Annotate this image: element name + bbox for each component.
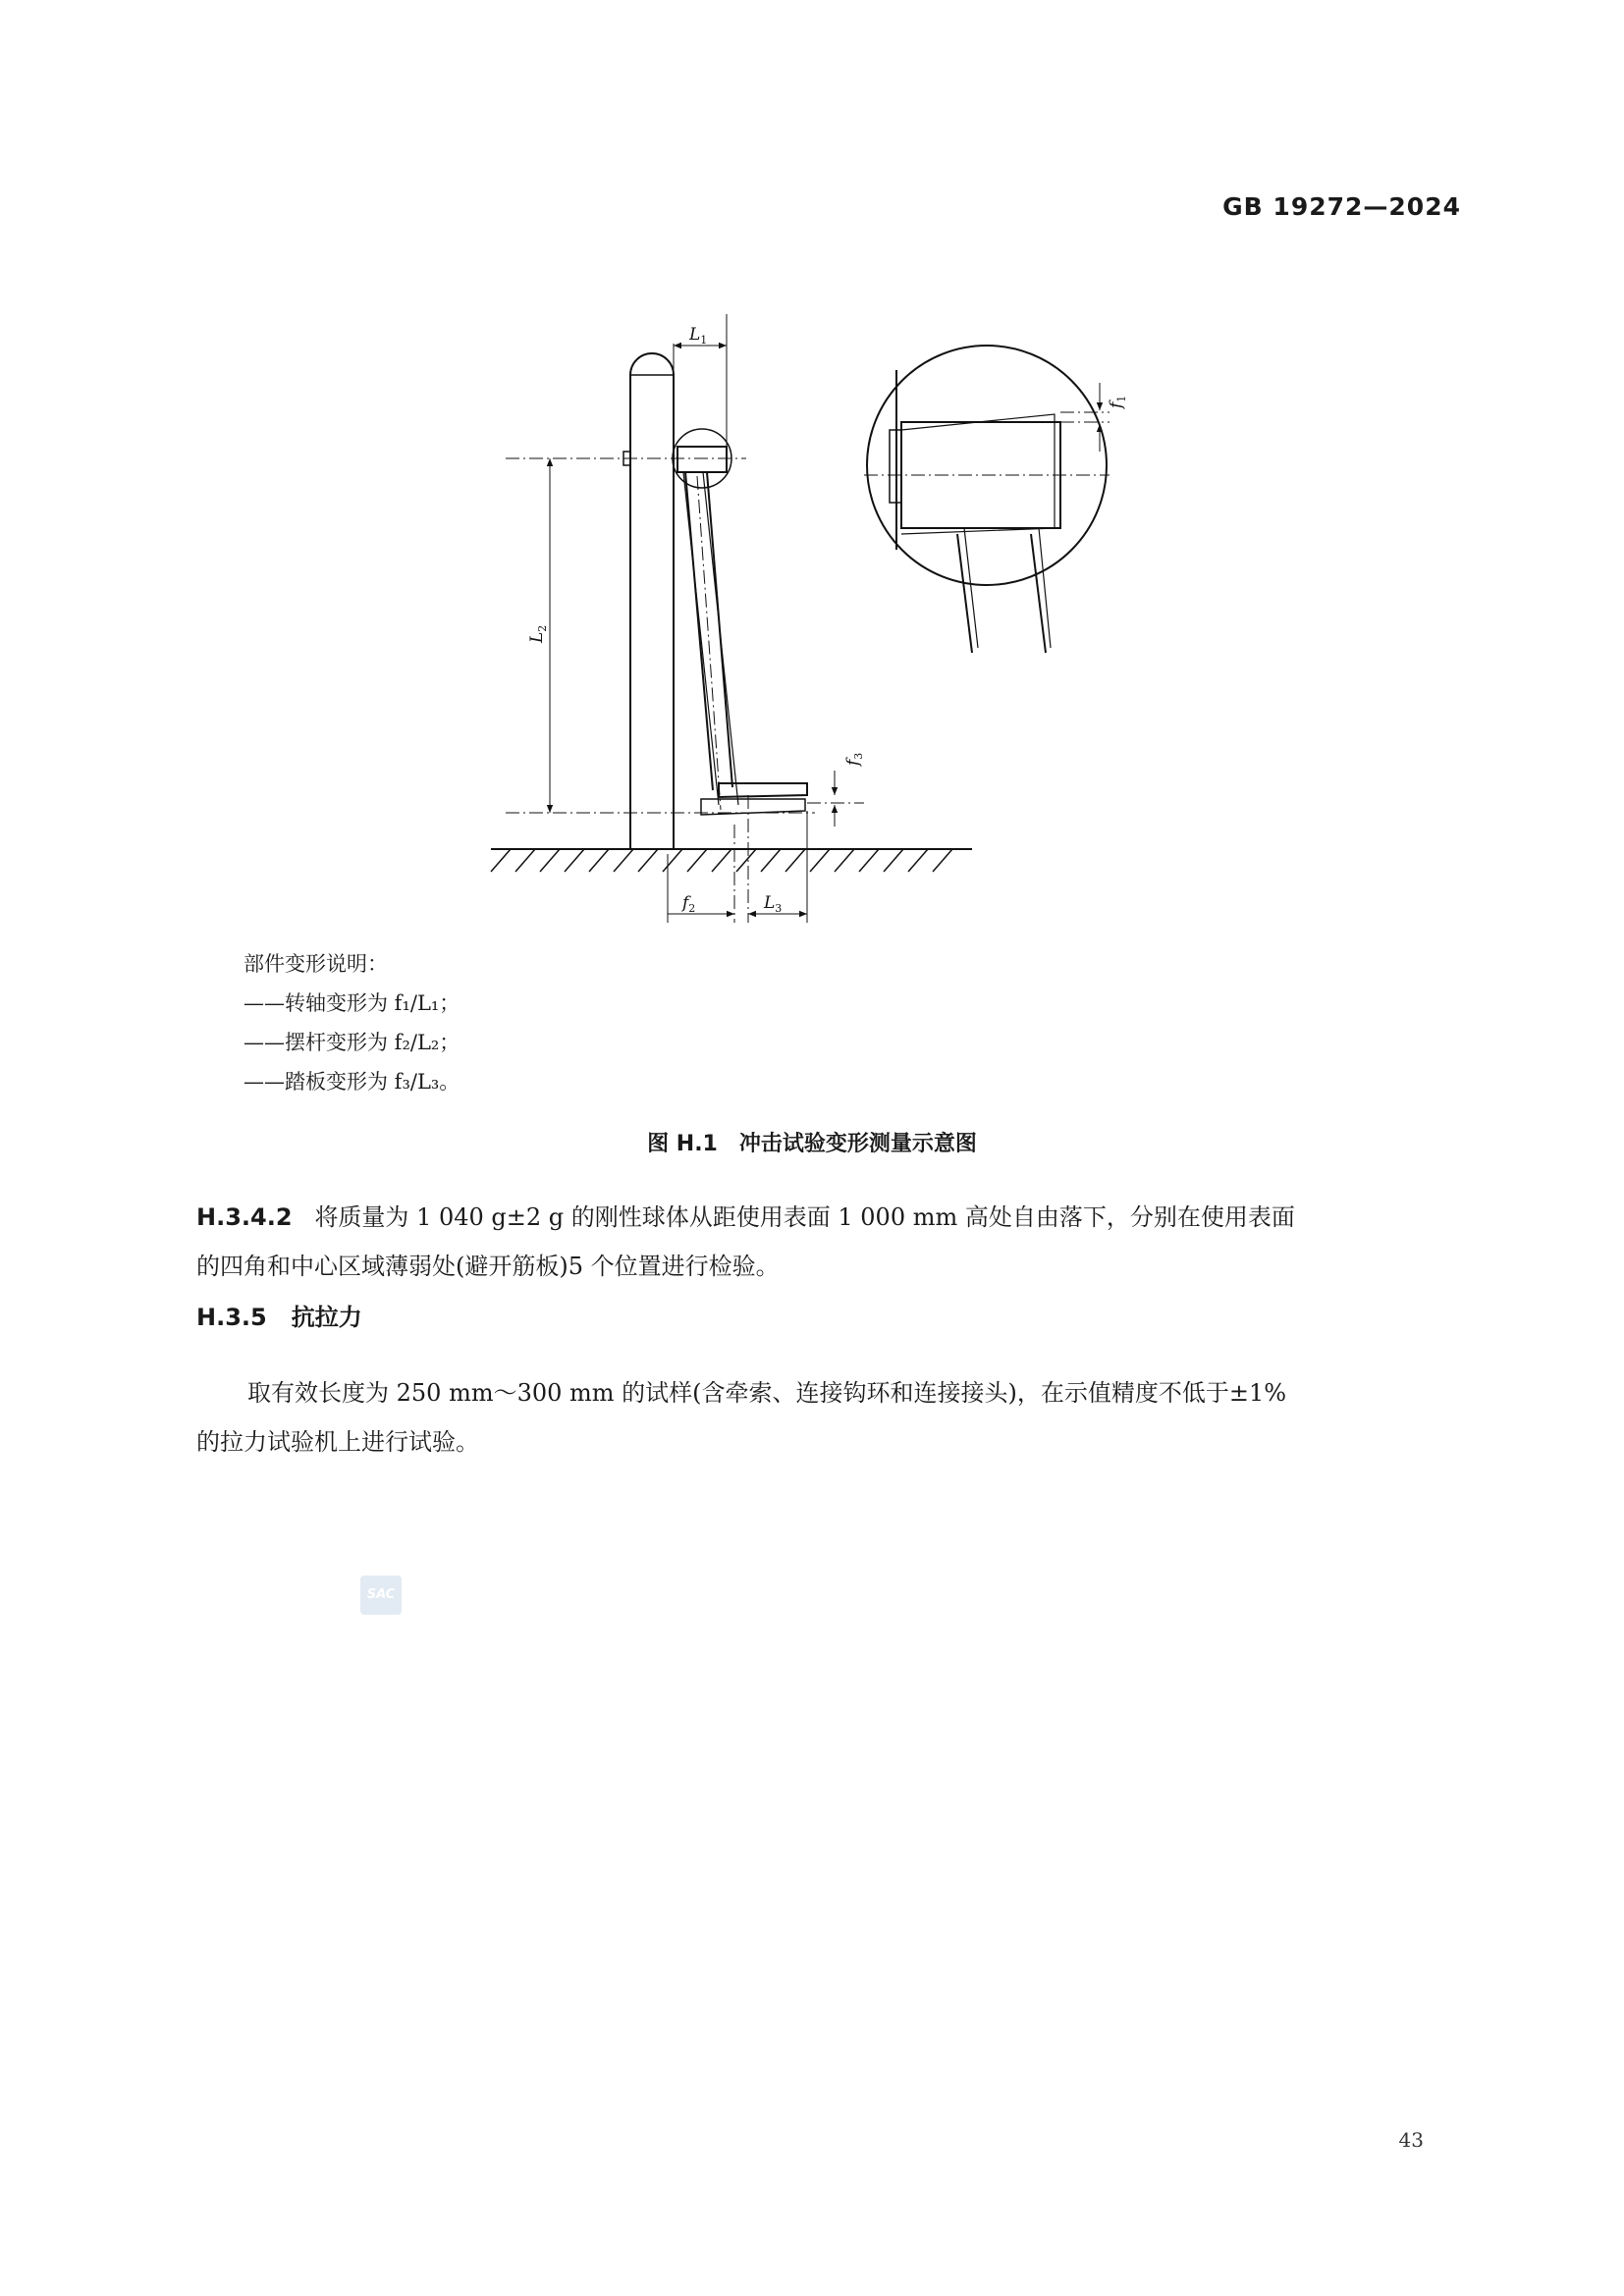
section-number: H.3.4.2 [196,1203,293,1231]
label-f1: $f_1$ [1107,395,1128,408]
pivot-box [677,447,727,472]
label-f3: $f_3$ [843,752,865,766]
section-h35-heading [196,1298,362,1332]
legend-item: ——转轴变形为 f₁/L₁； [244,991,460,1015]
legend-title: 部件变形说明： [244,952,388,976]
section-text-cont: 的四角和中心区域薄弱处(避开筋板)5 个位置进行检验。 [196,1253,780,1280]
section-h342 [196,1193,1473,1291]
figure-caption: 图 H.1 冲击试验变形测量示意图 [647,1132,977,1156]
ground-hatch [491,849,952,872]
label-L2: $L_2$ [527,624,549,643]
figure-legend [244,944,460,1101]
legend-item: ——摆杆变形为 f₂/L₂； [244,1031,460,1054]
label-L3: $L_3$ [764,893,783,915]
standard-code: GB 19272—2024 [1222,192,1461,221]
sac-logo: SAC [360,1575,402,1615]
label-L1: $L_1$ [689,325,708,347]
tensile-paragraph [196,1368,1473,1467]
label-f2: $f_2$ [682,893,696,915]
deformation-diagram [461,275,1188,942]
legend-item: ——踏板变形为 f₃/L₃。 [244,1070,460,1094]
paragraph-line-1: 取有效长度为 250 mm～300 mm 的试样(含牵索、连接钩环和连接接头)，在示值精度不低于±1% [247,1379,1287,1407]
section-text: 将质量为 1 040 g±2 g 的刚性球体从距使用表面 1 000 mm 高处自由落下，分别在使用表面 [314,1203,1295,1231]
section-number: H.3.5 [196,1304,267,1331]
section-title: 抗拉力 [291,1304,362,1331]
page-number: 43 [1398,2128,1424,2152]
post [630,353,674,849]
paragraph-line-2: 的拉力试验机上进行试验。 [196,1428,479,1456]
detail-circle-large [867,346,1107,585]
